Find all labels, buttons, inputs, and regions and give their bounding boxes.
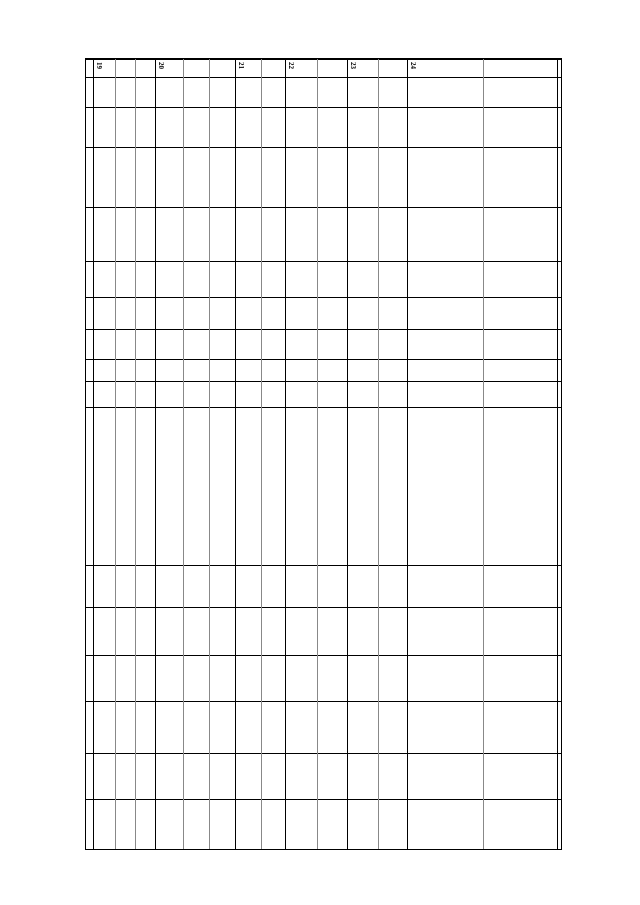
- record-group: [94, 59, 156, 849]
- group-number: 21: [237, 62, 245, 69]
- sub-row-divider: [183, 59, 184, 849]
- column-rule: [86, 849, 561, 850]
- sub-row-divider: [378, 59, 379, 849]
- sub-row-divider: [209, 59, 210, 849]
- sub-row-divider: [483, 59, 484, 849]
- group-number: 22: [287, 62, 295, 69]
- rotated-table: [85, 58, 562, 850]
- sub-row-divider: [261, 59, 262, 849]
- group-number: 23: [349, 62, 357, 69]
- header-number-band: [86, 59, 94, 849]
- sub-row-divider: [135, 59, 136, 849]
- group-number: 24: [409, 62, 417, 69]
- group-number: 19: [95, 62, 103, 69]
- sub-row-divider: [115, 59, 116, 849]
- sub-row-divider: [317, 59, 318, 849]
- record-group: [156, 59, 236, 849]
- group-number: 20: [157, 62, 165, 69]
